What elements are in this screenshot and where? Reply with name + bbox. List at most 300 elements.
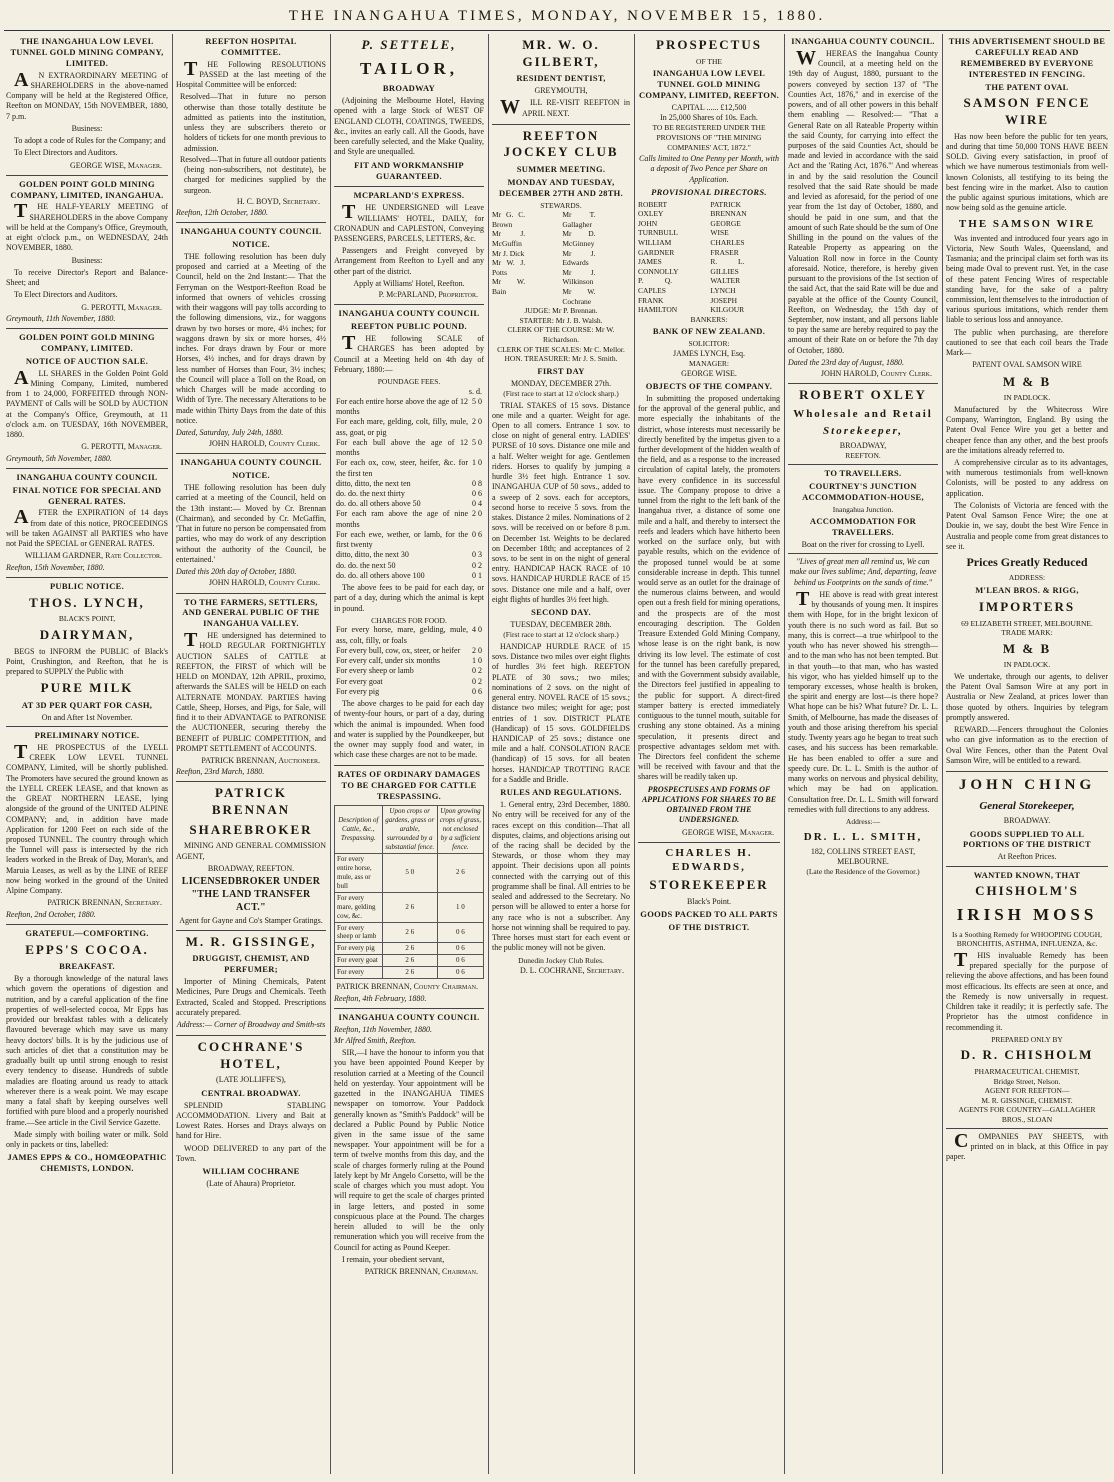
- ad-title: INANGAHUA COUNTY COUNCIL: [180, 226, 322, 237]
- ad-title: THE INANGAHUA LOW LEVEL TUNNEL GOLD MINING COMPANY, LIMITED.: [10, 36, 164, 68]
- ad-title: REEFTON HOSPITAL COMMITTEE.: [205, 36, 297, 57]
- company-name: INANGAHUA LOW LEVEL TUNNEL GOLD MINING COMPANY, LIMITED, REEFTON.: [638, 68, 780, 100]
- address: Bridge Street, Nelson.: [993, 1076, 1061, 1086]
- table-cell: For every goat: [335, 955, 383, 967]
- column-divider: [634, 34, 635, 1474]
- column-7: [946, 34, 1108, 1474]
- trade-mark: M & B: [1002, 640, 1052, 656]
- ad-body: BEGS to INFORM the PUBLIC of Black's Point, Crushington, and Reefton, that he is prepared to SUPPLY the Public with: [6, 646, 168, 677]
- ad-cochrane-hotel: [176, 1039, 326, 1192]
- ad-irish-moss: [946, 870, 1108, 1129]
- ad-subtitle: BREAKFAST.: [59, 961, 115, 972]
- table-cell: 0 6: [437, 943, 483, 955]
- forms-note: PROSPECTUSES AND FORMS OF APPLICATIONS FOR SHARES TO BE OBTAINED FROM THE UNDERSIGNED.: [641, 784, 777, 825]
- label: TRADE MARK:: [1001, 628, 1053, 638]
- fee-amount: 0 2: [472, 560, 482, 570]
- ad-body: At Reefton Prices.: [997, 852, 1057, 862]
- ad-body: THE following resolution has been duly carried at a meeting of the Council, held on the 13th instant:— Moved by Cr. Brennan (Chairman), and seconded by Cr. McGaffin, 'That in future no person be compensated from parties, who may do work of any description without the authority of the Council, be entertained.': [176, 483, 326, 564]
- date: Reefton, 2nd October, 1880.: [6, 909, 96, 919]
- fee-amount: 0 3: [472, 550, 482, 560]
- ad-body: THE PROSPECTUS of the LYELL CREEK LOW LEVEL TUNNEL COMPANY, Limited, will be shortly published. The Promoters have secured the ground known as the LYELL CREEK LEASE, and that known as the GREAT NORTHERN LEASE, lying alongside of the ground of the UNITED ALPINE COMPANY; and, in addition have made Application for 1200 Feet on each side of the proposed TUNNEL. The country through which the Tunnel will pass is intersected by the rich leaders worked in the Break of Day, Moran's, and Maruia Leases, as well as by the LINE of REEF now being worked in the ground of the United Alpine Company.: [6, 740, 168, 896]
- ad-body: GOODS SUPPLIED TO ALL PORTIONS OF THE DISTRICT: [962, 828, 1092, 850]
- fee-description: For each ox, cow, steer, heifer, &c. for the first ten: [336, 458, 468, 478]
- start-date: On and After 1st November.: [41, 712, 133, 722]
- signature: PATRICK BRENNAN, County Chairman.: [336, 982, 478, 992]
- ad-body: Apply at Williams' Hotel, Reefton.: [353, 278, 465, 288]
- fee-row: [336, 687, 482, 697]
- ad-title: INANGAHUA COUNTY COUNCIL: [16, 471, 158, 482]
- steward-name: Mr J. Wilkinson: [562, 267, 596, 287]
- table-cell: For every: [335, 967, 383, 979]
- ad-body: ACCOMMODATION FOR TRAVELLERS.: [809, 516, 917, 538]
- label: MANAGER:: [688, 359, 729, 369]
- label: AGENT FOR REEFTON—: [984, 1086, 1070, 1096]
- ad-body: GOODS PACKED TO ALL PARTS: [640, 908, 778, 919]
- fee-description: For every sheep or lamb: [336, 666, 414, 676]
- business-item: To adopt a code of Rules for the Company; and: [14, 136, 166, 146]
- ad-title: INANGAHUA COUNTY COUNCIL.: [791, 36, 935, 46]
- ad-body: THE above is read with great interest by thousands of young men. It inspires them with Hope, for in the bright lexicon of youth there is no such word as fail. But so many, this is correct—a true whirlpool to the youth who has never showed his strength—and to the man who has not been tempted. But in that youth—to that man, who has wasted his vigor, who has yielded himself up to the temporary excesses, whose health is broken, the spirit and energy are lost—is there hope? What hope can be his? What future? Dr. L. L. Smith, of Melbourne, has made the diseases of youth and those arising therefrom his special study. Twenty years ago he began to treat such cases, and his success has been remarkable. He has been enabled to offer a sure and speedy cure. Dr. L. L. Smith is the author of many works on nervous and physical debility, which may be had on application. Consultation free. Dr. L. L. Smith will forward remedies with full directions to any address.: [788, 587, 938, 814]
- advertiser-name: CHARLES H. EDWARDS,: [665, 846, 753, 873]
- agent: M. R. GISSINGE, CHEMIST.: [981, 1095, 1073, 1105]
- date: Dated, Saturday, July 24th, 1880.: [176, 428, 284, 437]
- ad-title: PRELIMINARY NOTICE.: [34, 729, 140, 740]
- bankers: BANK OF NEW ZEALAND.: [652, 326, 766, 337]
- fee-amount: 0 6: [472, 489, 482, 499]
- fee-description: ditto, ditto, the next ten: [336, 478, 411, 488]
- ad-subtitle: TO TRAVELLERS.: [824, 467, 902, 478]
- resolution: Resolved—That in future all outdoor patients (being non-subscribers, not destitute), be charged for medicines supplied by the surgeon.: [180, 154, 326, 195]
- table-cell: For every entire horse, mule, ass or bull: [335, 853, 383, 892]
- resolution: Resolved—That in future no person otherwise than those totally destitute be admitted as patients into the institution, unless they are subscribers thereto or holders of tickets for one month previous to admission.: [180, 92, 326, 153]
- ad-body: THE following resolution has been duly proposed and carried at a Meeting of the Council, held on the 2nd Instant:— That the Ferryman on the Westport-Reefton Road be informed that owners of vehicles crossing with their waggons will pay tolls according to the following dimensions, viz., for waggons drawn by two horses or more, 4½ inches; for waggons drawn by six or more horses, 4½ inches. For drays drawn by Four or more Horses, 4½ inches, and for drays drawn by less number of Horses than Four, 3½ inches; the Council will place a Toll on the Road, on which Charges will be made according to Width of Tyre. The necessary Alterations to be made within Thirty Days from the date of this notice.: [176, 252, 326, 425]
- fee-row: [336, 479, 482, 489]
- column-divider: [488, 34, 489, 1474]
- signature: JAMES EPPS & CO., HOMŒOPATHIC CHEMISTS, LONDON.: [7, 1152, 167, 1174]
- fee-amount: 0 2: [472, 676, 482, 686]
- date: Reefton, 15th November, 1880.: [6, 562, 105, 572]
- address: 182, COLLINS STREET EAST, MELBOURNE.: [810, 846, 916, 866]
- signature: P. McPARLAND, Proprietor.: [378, 290, 478, 300]
- ad-body: Passengers and Freight conveyed by Arrangement from Reefton to Lyell and any other part of the district.: [334, 246, 484, 276]
- fee-list: [334, 625, 484, 697]
- section-title: OBJECTS OF THE COMPANY.: [645, 380, 773, 391]
- directors-column: [638, 200, 708, 315]
- section-title: STEWARDS.: [540, 200, 582, 210]
- advertiser-trade: General Storekeeper,: [979, 800, 1075, 813]
- fee-row: [336, 677, 482, 687]
- ad-subtitle: Is a Soothing Remedy for WHOOPING COUGH, BRONCHITIS, ASTHMA, INFLUENZA, &c.: [951, 929, 1103, 949]
- ad-body: Agent for Gayne and Co's Stamper Gratings.: [179, 916, 323, 926]
- ad-council-tolls: [176, 226, 326, 454]
- ad-title: SAMSON FENCE WIRE: [963, 95, 1091, 127]
- fee-amount: 2 0: [472, 509, 482, 519]
- fee-amount: 5 0: [472, 396, 482, 406]
- director-name: R. L. GILLIES: [710, 257, 745, 276]
- official: CLERK OF THE SCALES: Mr C. Mellor.: [497, 344, 625, 354]
- ad-body: The above fees to be paid for each day, or part of a day, during which the animal is kept in pound.: [334, 583, 484, 613]
- ad-title: GOLDEN POINT GOLD MINING COMPANY, LIMITED.: [19, 332, 155, 353]
- section-title: RULES AND REGULATIONS.: [500, 787, 622, 798]
- table-cell: 0 6: [437, 967, 483, 979]
- ad-title: REEFTON JOCKEY CLUB: [503, 127, 619, 160]
- date: Reefton, 11th November, 1880.: [334, 1024, 433, 1034]
- ad-body: REWARD.—Fencers throughout the Colonies who can give information as to the erection of Oval Wire Fences, other than the Patent Oval Samson Wire, will be entitled to a reward.: [946, 725, 1108, 765]
- ad-gissinge-chemist: [176, 934, 326, 1037]
- ad-council-general-rate: [788, 36, 938, 384]
- ad-golden-point-meeting: [6, 179, 168, 329]
- steward-name: Mr T. Gallagher: [562, 210, 596, 229]
- table-cell: For every mare, gelding cow, &c.: [335, 892, 383, 922]
- date: Reefton, 12th October, 1880.: [176, 208, 268, 218]
- address: Black's Point.: [686, 896, 732, 906]
- ad-title: INANGAHUA COUNTY COUNCIL: [338, 1011, 480, 1022]
- ad-body: ALL SHARES in the Golden Point Gold Mining Company, Limited, numbered from 1 to 24,000, FORFEITED through NON-PAYMENT of Calls will be SOLD by AUCTION at the Company's Office, Greymouth, at 11 o'clock a.m. on TUESDAY, 16th NOVEMBER, 1880.: [6, 366, 168, 440]
- fee-row: [336, 489, 482, 499]
- ad-subtitle: NOTICE.: [232, 470, 270, 481]
- table-body: [335, 853, 484, 978]
- advertiser-trade: STOREKEEPER: [649, 877, 769, 893]
- town: REEFTON.: [845, 451, 881, 461]
- business-item: To Elect Directors and Auditors.: [14, 290, 118, 300]
- fee-amount: 0 4: [472, 499, 482, 509]
- stewards-list: [492, 210, 630, 306]
- ad-body: THIS invaluable Remedy has been prepared specially for the purpose of relieving the above affections, and has been found most efficacious. Its effects are seen at once, and the Remedy is now universally in request. Children take it readily; it is perfectly safe. The Proprietor has the utmost confidence in recommending it.: [946, 949, 1108, 1032]
- stewards-column: [562, 210, 630, 306]
- column-divider: [784, 34, 785, 1474]
- fee-row: [336, 458, 482, 478]
- fee-description: For each bull above the age of 12 months: [336, 437, 468, 458]
- ad-body: In submitting the proposed undertaking for the approval of the general public, and more especially the inhabitants of the district, whose interests must necessarily be directly benefited by the impetus given to a further development of the hidden wealth of the field, and as a response to the increased circulation of capital lately, the promoters have every confidence in its successful issue. The Company propose to drive a tunnel from the right to the left bank of the Inangahua river, a distance of some one mile and a half, and thereby to intersect the reefs and leaders which have hitherto been worked on the surface only, but with payable results, which on the evidence of the proposed tunnel would be at some considerable increase in depth. This tunnel would serve as an outlet for the drainage of the numerous claims between, and would open out a fresh field for mining operations, and the prospects are of the most encouraging description. The Golden Treasure Extended Gold Mining Company, whose lease is on the right bank, is now driving its low level. The estimate of cost for the tunnel has been carefully prepared, and with the Government subsidy available, the Directors feel justified in appealing to the public for support. A direct-fired stamper battery is erected immediately contiguous to the tunnel mouth, suitable for crushing any stone obtained. As a mining speculation, it presents direct and prospective advantages seldom met with. The Directors feel confident the scheme will be received with favour and that the shares will be readily taken up.: [638, 393, 780, 782]
- ad-body: WILL RE-VISIT REEFTON in APRIL NEXT.: [500, 96, 630, 119]
- signature: WILLIAM GARDNER, Rate Collector.: [24, 551, 162, 561]
- date: Greymouth, 11th November, 1880.: [6, 313, 116, 323]
- address: CENTRAL BROADWAY.: [201, 1087, 301, 1098]
- ad-council-rates: [6, 472, 168, 578]
- table-cell: 2 6: [382, 943, 437, 955]
- director-name: FRANK HAMILTON: [638, 295, 678, 315]
- ad-pound-keeper-letter: [334, 1012, 484, 1282]
- fee-description: For every bull, cow, ox, steer, or heifer: [336, 645, 461, 655]
- column-2: [176, 34, 326, 1474]
- signature: GEORGE WISE, Manager.: [70, 160, 162, 170]
- ad-cattle-sales: [176, 597, 326, 783]
- ad-title: RATES OF ORDINARY DAMAGES TO BE CHARGED FOR CATTLE TRESPASSING.: [337, 769, 481, 802]
- ad-pay-sheets: [946, 1129, 1108, 1168]
- product-name: PURE MILK: [40, 680, 134, 696]
- table-cell: For every pig: [335, 943, 383, 955]
- column-divider: [330, 34, 331, 1474]
- table-row: [335, 922, 484, 943]
- ad-edwards-storekeeper: [638, 846, 780, 938]
- advertiser-name: D. R. CHISHOLM: [960, 1047, 1094, 1063]
- ad-body: SPLENDID STABLING ACCOMMODATION. Livery and Bait at Lowest Rates. Horses and Drays always on hand for Hire.: [176, 1100, 326, 1141]
- label: Address:—: [845, 817, 881, 827]
- signature-note: (Late of Ahaura) Proprietor.: [206, 1178, 296, 1188]
- ad-body: Boat on the river for crossing to Lyell.: [801, 539, 925, 549]
- signature: JOHN HAROLD, County Clerk.: [820, 369, 932, 379]
- ad-subtitle: GRATEFUL—COMFORTING.: [25, 927, 149, 938]
- date: Dated the 23rd day of August, 1880.: [788, 357, 904, 367]
- advertiser-name: JOHN CHING: [958, 777, 1096, 794]
- shares: In 25,000 Shares of 10s. Each.: [660, 113, 758, 123]
- agent: AGENTS FOR COUNTRY—GALLAGHER BROS., SLOAN: [958, 1105, 1096, 1125]
- table-cell: 0 6: [437, 922, 483, 943]
- trade-mark-note: IN PADLOCK.: [1003, 660, 1051, 670]
- fee-description: For each mare, gelding, colt, filly, mule, ass, goat, or pig: [336, 417, 468, 437]
- fee-amount: 1 0: [472, 458, 482, 468]
- ad-title: GOLDEN POINT GOLD MINING COMPANY, LIMITED, INANGAHUA.: [10, 178, 164, 200]
- column-4: [492, 34, 630, 1474]
- signature: GEORGE WISE, Manager.: [682, 827, 774, 837]
- ad-title: INANGAHUA COUNTY COUNCIL: [180, 457, 322, 468]
- fee-row: [336, 666, 482, 676]
- ad-courtney-accommodation: [788, 468, 938, 554]
- steward-name: Mr W. Cochrane: [562, 287, 596, 306]
- fee-description: do. do. the next thirty: [336, 489, 405, 499]
- product-name: IRISH MOSS: [956, 905, 1098, 925]
- signature: PATRICK BRENNAN, Secretary.: [47, 898, 162, 908]
- advertiser-name: DR. L. L. SMITH,: [803, 830, 923, 843]
- fee-amount: 2 0: [472, 417, 482, 427]
- ad-dr-smith: [788, 557, 938, 880]
- fee-description: ditto, ditto, the next 30: [336, 550, 409, 560]
- masthead-rule: [4, 30, 1110, 31]
- product-price: AT 3D PER QUART FOR CASH,: [21, 699, 153, 710]
- advertiser-name: M'LEAN BROS. & RIGG,: [975, 585, 1079, 596]
- day-title: FIRST DAY: [537, 365, 585, 376]
- official: CLERK OF THE COURSE: Mr W. Richardson.: [507, 325, 615, 345]
- ad-subtitle: NOTICE.: [232, 239, 270, 250]
- registration: TO BE REGISTERED UNDER THE PROVISIONS OF "THE MINING COMPANIES' ACT, 1872.": [652, 123, 766, 152]
- rules-text: 1. General entry, 23rd December, 1880. No entry will be received for any of the races except on this condition—That all disputes, claims, and objections arising out of the racing shall be decided by the Stewards, or those whom they may appoint. Their decisions upon all points connected with the carrying out of this programme shall be final. All entries to be sealed and addressed to the Secretary. No person will be allowed to enter a horse for any race who is not a subscriber. Any horse not winning shall be required to pay. Three horses must start for each event or the public money will not be given.: [492, 800, 630, 953]
- advertiser-location: BLACK'S POINT,: [58, 614, 116, 624]
- event-dates: MONDAY AND TUESDAY, DECEMBER 27TH AND 28TH.: [498, 176, 624, 198]
- directors-list: [638, 200, 780, 315]
- table-row: [335, 955, 484, 967]
- ad-body: COMPANIES PAY SHEETS, with printed on in black, at this Office in pay paper.: [946, 1129, 1108, 1162]
- director-name: WALTER LYNCH: [710, 276, 741, 296]
- ad-body: THE undersigned has determined to HOLD REGULAR FORTNIGHTLY AUCTION SALES of CATTLE at REEFTON, the FIRST of which will be HELD on MONDAY, 12th APRIL, proximo, afterwards the SALES will be HELD on each ALTERNATE MONDAY. PARTIES having Cattle, Sheep, Horses, and Pigs, for Sale, will find it to their ADVANTAGE to PATRONISE the AUCTIONEER, securing thereby the BENEFIT of PUBLIC COMPETITION, and PROMPT SETTLEMENT of ACCOUNTS.: [176, 629, 326, 753]
- director-name: CHARLES FRASER: [710, 238, 745, 257]
- date: Greymouth, 5th November, 1880.: [6, 453, 112, 463]
- director-name: P. Q. CAPLES: [638, 276, 673, 296]
- section-title: POUNDAGE FEES.: [377, 377, 441, 387]
- ad-title: EPPS'S COCOA.: [25, 941, 149, 957]
- steward-name: Mr J. Dick: [492, 248, 525, 258]
- advertiser-name: ROBERT OXLEY: [799, 387, 927, 403]
- steward-name: Mr J. Edwards: [562, 248, 596, 268]
- advertiser-trade: TAILOR,: [359, 58, 459, 78]
- ad-body: We undertake, through our agents, to deliver the Patent Oval Samson Wire at any port in Australia or New Zealand, at prices lower than those quoted by others. Inquiries by telegram promptly answered.: [946, 671, 1108, 722]
- ad-banner: THIS ADVERTISEMENT SHOULD BE CAREFULLY READ AND REMEMBERED BY EVERYONE INTERESTED IN FENCING.: [948, 36, 1106, 79]
- ad-subtitle: (LATE JOLLIFFE'S),: [216, 1075, 286, 1085]
- ad-gilbert-dentist: [492, 37, 630, 125]
- address: Address:— Corner of Broadway and Smith-sts: [176, 1019, 326, 1029]
- ad-title: PUBLIC NOTICE.: [49, 580, 125, 591]
- ad-body: WOOD DELIVERED to any part of the Town.: [176, 1143, 326, 1163]
- address: 69 ELIZABETH STREET, MELBOURNE.: [961, 618, 1093, 628]
- signature: PATRICK BRENNAN, Auctioneer.: [201, 756, 320, 765]
- ad-body: OF THE DISTRICT.: [668, 921, 750, 932]
- ad-title: COCHRANE'S HOTEL,: [197, 1039, 305, 1071]
- fee-amount: 0 1: [472, 570, 482, 580]
- ad-body: The public when purchasing, are therefore cautioned to see that each coil bears the Trade Mark—: [946, 327, 1108, 358]
- ad-body: WHEREAS the Inangahua County Council, at a meeting held on the 19th day of August, 1880, pursuant to the powers conveyed by section 137 of "The Counties Act, 1876," and in exercise of the powers, and of all other powers in this behalf them enabling — Resolved:— "That a General Rate on all Rateable Property within the said County, for carrying into effect the purposes of the said Counties Act, should be made and levied in accordance with the said Act and the 'Rating Act, 1876.'" And whereas in and by the said resolution the Council resolved that the said Rate should be made and levied as aforesaid, for the period of one year from the 1st day of October, 1880, and should be paid in one sum, and that the amount of such Rate should be the sum of One Shilling in the pound on the values of the Rateable Property as appearing on the Valuation Roll now in force in the County aforesaid. Notice, therefore, is hereby given pursuant to the provisions of the 1st section of the said Act, that the said Rate will be due and payable at the office of the County Council, Reefton, on Wednesday, the 15th day of September, now instant, and all persons liable to pay the same are hereby required to pay the amount of their Rate on or before the 7th day of October, 1880.: [788, 46, 938, 355]
- fee-row: [336, 417, 482, 437]
- steward-name: Mr W. Bain: [492, 277, 526, 297]
- director-name: PATRICK BRENNAN: [710, 199, 747, 219]
- label: BANKERS:: [690, 314, 728, 324]
- ad-body: A comprehensive circular as to its advantages, with numerous testimonials from well-known Colonists, will be posted to any address on application.: [946, 458, 1108, 498]
- advertiser-trade: SHAREBROKER: [189, 821, 313, 837]
- ad-body: Manufactured by the Whitecross Wire Company, Warrington, England. By using the Patent Oval Fence Wire you get a better and cheaper fence than any other, and the best proofs are the imitations already referred to.: [946, 404, 1108, 455]
- fee-amount: 0 6: [472, 686, 482, 696]
- business-label: Business:: [71, 255, 103, 265]
- column-divider: [172, 34, 173, 1474]
- ad-body: THE HALF-YEARLY MEETING of SHAREHOLDERS in the above Company will be held at the Company's Office, Greymouth, at eight o'clock p.m., on WEDNESDAY, 24th NOVEMBER, 1880.: [6, 200, 168, 253]
- fee-description: do. do. all others above 50: [336, 499, 421, 509]
- director-name: WILLIAM GARDNER: [638, 238, 675, 257]
- ad-golden-point-auction: [6, 332, 168, 469]
- fee-description: For each ram above the age of nine months: [336, 509, 468, 529]
- fee-row: [336, 499, 482, 509]
- poem: "Lives of great men all remind us, We can make our lives sublime; And, departing, leave behind us Footprints on the sands of time.": [789, 557, 937, 587]
- ad-hospital: [176, 36, 326, 223]
- day-date: TUESDAY, DECEMBER 28th.: [510, 620, 612, 630]
- official: STARTER: Mr J. B. Walsh.: [519, 315, 603, 325]
- damages-table: [334, 805, 484, 979]
- advertiser-trade: RESIDENT DENTIST,: [516, 73, 606, 84]
- advertiser-trade: DRUGGIST, CHEMIST, AND PERFUMER;: [192, 953, 310, 975]
- column-divider: [942, 34, 943, 1474]
- fee-description: For every calf, under six months: [336, 656, 440, 666]
- fee-description: do. do. all others above 100: [336, 570, 425, 580]
- ad-john-ching: [946, 776, 1108, 866]
- director-name: JAMES CONNOLLY: [638, 257, 679, 276]
- ad-body: THE following SCALE of CHARGES has been adopted by Council at a Meeting held on 4th day of February, 1880:—: [334, 332, 484, 374]
- table-row: [335, 853, 484, 892]
- label: ADDRESS:: [1008, 573, 1046, 583]
- fee-description: For each ewe, wether, or lamb, for the first twenty: [336, 529, 468, 550]
- ad-body: Importer of Mining Chemicals, Patent Medicines, Pure Drugs and Chemicals. Teeth Extracted, Scaled and Stopped. Prescriptions accurately prepared.: [176, 977, 326, 1017]
- ad-title: PROSPECTUS: [656, 37, 762, 52]
- trade-mark-note: IN PADLOCK.: [1003, 393, 1051, 403]
- ad-oxley-storekeeper: [788, 387, 938, 465]
- directors-column: [710, 200, 780, 315]
- ad-trespass-damages: [334, 769, 484, 1008]
- table-cell: 1 0: [437, 892, 483, 922]
- fee-list: [334, 397, 484, 581]
- day-date: MONDAY, DECEMBER 27th.: [510, 378, 611, 388]
- column-heading: s. d.: [468, 386, 482, 396]
- ad-body: MINING AND GENERAL COMMISSION AGENT,: [176, 841, 326, 861]
- ad-mcparland-express: [334, 190, 484, 305]
- column-5: [638, 34, 780, 1474]
- ad-prospectus: [638, 37, 780, 843]
- table-cell: 2 6: [437, 853, 483, 892]
- ad-subtitle: FINAL NOTICE FOR SPECIAL AND GENERAL RATES.: [12, 484, 162, 506]
- column-3: [334, 34, 484, 1474]
- fee-amount: 0 8: [472, 478, 482, 488]
- table-row: [335, 892, 484, 922]
- address: BROADWAY.: [1003, 816, 1051, 826]
- address-note: (Late the Residence of the Governor.): [806, 867, 920, 877]
- ad-subtitle: REEFTON PUBLIC POUND.: [351, 321, 467, 332]
- advertiser-trade: Storekeeper,: [823, 425, 903, 438]
- table-cell: 5 0: [382, 853, 437, 892]
- signature: G. PEROTTI, Manager.: [81, 442, 162, 452]
- ad-body: Made simply with boiling water or milk. Sold only in packets or tins, labelled:: [6, 1129, 168, 1149]
- ad-lyell-meeting: [6, 36, 168, 176]
- ad-subtitle: NOTICE OF AUCTION SALE.: [25, 355, 149, 366]
- ad-subtitle: FIT AND WORKMANSHIP GUARANTEED.: [354, 159, 464, 181]
- steward-name: Mr G. C. Brown: [492, 210, 526, 229]
- ad-body: THE Following RESOLUTIONS PASSED at the last meeting of the Hospital Committee will be enforced:: [176, 57, 326, 90]
- ad-body: AFTER the EXPIRATION of 14 days from date of this notice, PROCEEDINGS will be taken AGAINST all PARTIES who have not Paid the SPECIAL or GENERAL RATES.: [6, 506, 168, 549]
- advertiser-trade: IMPORTERS: [978, 598, 1076, 614]
- fee-amount: 4 0: [472, 625, 482, 635]
- ad-title: MCPARLAND'S EXPRESS.: [353, 190, 465, 201]
- director-name: JOHN TURNBULL: [638, 218, 678, 238]
- ad-subtitle: SUMMER MEETING.: [516, 164, 606, 175]
- race-list: HANDICAP HURDLE RACE of 15 sovs. Distance two miles over eight flights of hurdles 3½ feet high. REEFTON PLATE of 30 sovs.; two miles; nominations of 2 sovs. on the night of general entry. NOVEL RACE of 15 sovs.; distance two miles; weight for age; post entries of 1 sov. DISTRICT PLATE (Handicap) of 15 sovs. GOLDFIELDS HANDICAP of 25 sovs.; distance one mile and a half. CONSOLATION RACE (handicap) of 15 sovs. for all beaten horses. HANDICAP TROTTING RACE for a Saddle and Bridle.: [492, 641, 630, 784]
- advertiser-name: THOS. LYNCH,: [29, 594, 145, 610]
- fee-amount: 0 6: [472, 529, 482, 539]
- ad-title: COURTNEY'S JUNCTION ACCOMMODATION-HOUSE,: [802, 480, 924, 502]
- fee-row: [336, 561, 482, 571]
- fee-description: For every pig: [336, 686, 380, 696]
- address: BROADWAY,: [839, 441, 887, 451]
- ad-subtitle: THE PATENT OVAL: [985, 81, 1069, 92]
- fee-description: do. do. the next 50: [336, 560, 396, 570]
- fee-row: [336, 397, 482, 417]
- ad-council-notice: [176, 457, 326, 593]
- table-header: Description of Cattle, &c., Trespassing.: [335, 806, 383, 854]
- day-note: (First race to start at 12 o'clock sharp.): [503, 630, 619, 640]
- column-6: [788, 34, 938, 1474]
- fee-row: [336, 625, 482, 645]
- advertiser-name: PATRICK BRENNAN: [211, 785, 291, 818]
- advertiser-trade: Wholesale and Retail: [793, 408, 933, 420]
- business-item: To Elect Directors and Auditors.: [14, 148, 118, 158]
- section-title: PROVISIONAL DIRECTORS.: [651, 186, 767, 197]
- ad-jockey-club: [492, 128, 630, 981]
- signature: G. PEROTTI, Manager.: [81, 302, 162, 312]
- capital: CAPITAL ...... £12,500: [671, 102, 747, 112]
- table-cell: 2 6: [382, 892, 437, 922]
- signature: JOHN HAROLD, County Clerk.: [208, 439, 320, 449]
- fee-amount: 0 2: [472, 666, 482, 676]
- ad-body: Has now been before the public for ten years, and during that time 50,000 TONS HAVE BEEN SOLD. Giving every satisfaction, in proof of which we have numerous testimonials from well-known Colonists, all testifying to its being the best fencing wire in the market. Also to caution the public against spurious imitations, which are now being sold as the genuine article.: [946, 131, 1108, 213]
- section-title: CHARGES FOR FOOD.: [371, 615, 447, 625]
- ad-epps-cocoa: [6, 928, 168, 1179]
- ad-body: Was invented and introduced four years ago in Victoria, New South Wales, Queensland, and Tasmania; and the principal claim set forth was its being made Oval to prevent rust. Yet, in the case of these patent Fencing Wires of respectable standing have, for the sake of a paltry commission, lent themselves to the introduction of various spurious imitations, which render them liable to serious loss and annoyance.: [946, 233, 1108, 325]
- label: PREPARED ONLY BY: [991, 1034, 1063, 1044]
- advertiser-name: P. SETTELE,: [361, 37, 457, 52]
- fee-amount: 2 0: [472, 645, 482, 655]
- table-cell: 2 6: [382, 922, 437, 943]
- ad-title: TO THE FARMERS, SETTLERS, AND GENERAL PUBLIC OF THE INANGAHUA VALLEY.: [182, 596, 320, 629]
- ad-subtitle: OF THE: [696, 56, 722, 66]
- trade-mark: M & B: [1002, 373, 1052, 389]
- ad-samson-wire: [946, 36, 1108, 772]
- ad-title: THE SAMSON WIRE: [958, 217, 1096, 230]
- fee-row: [336, 509, 482, 529]
- table-cell: For every sheep or lamb: [335, 922, 383, 943]
- signature: H. C. BOYD, Secretary.: [236, 196, 320, 206]
- signature: WILLIAM COCHRANE: [202, 1165, 300, 1176]
